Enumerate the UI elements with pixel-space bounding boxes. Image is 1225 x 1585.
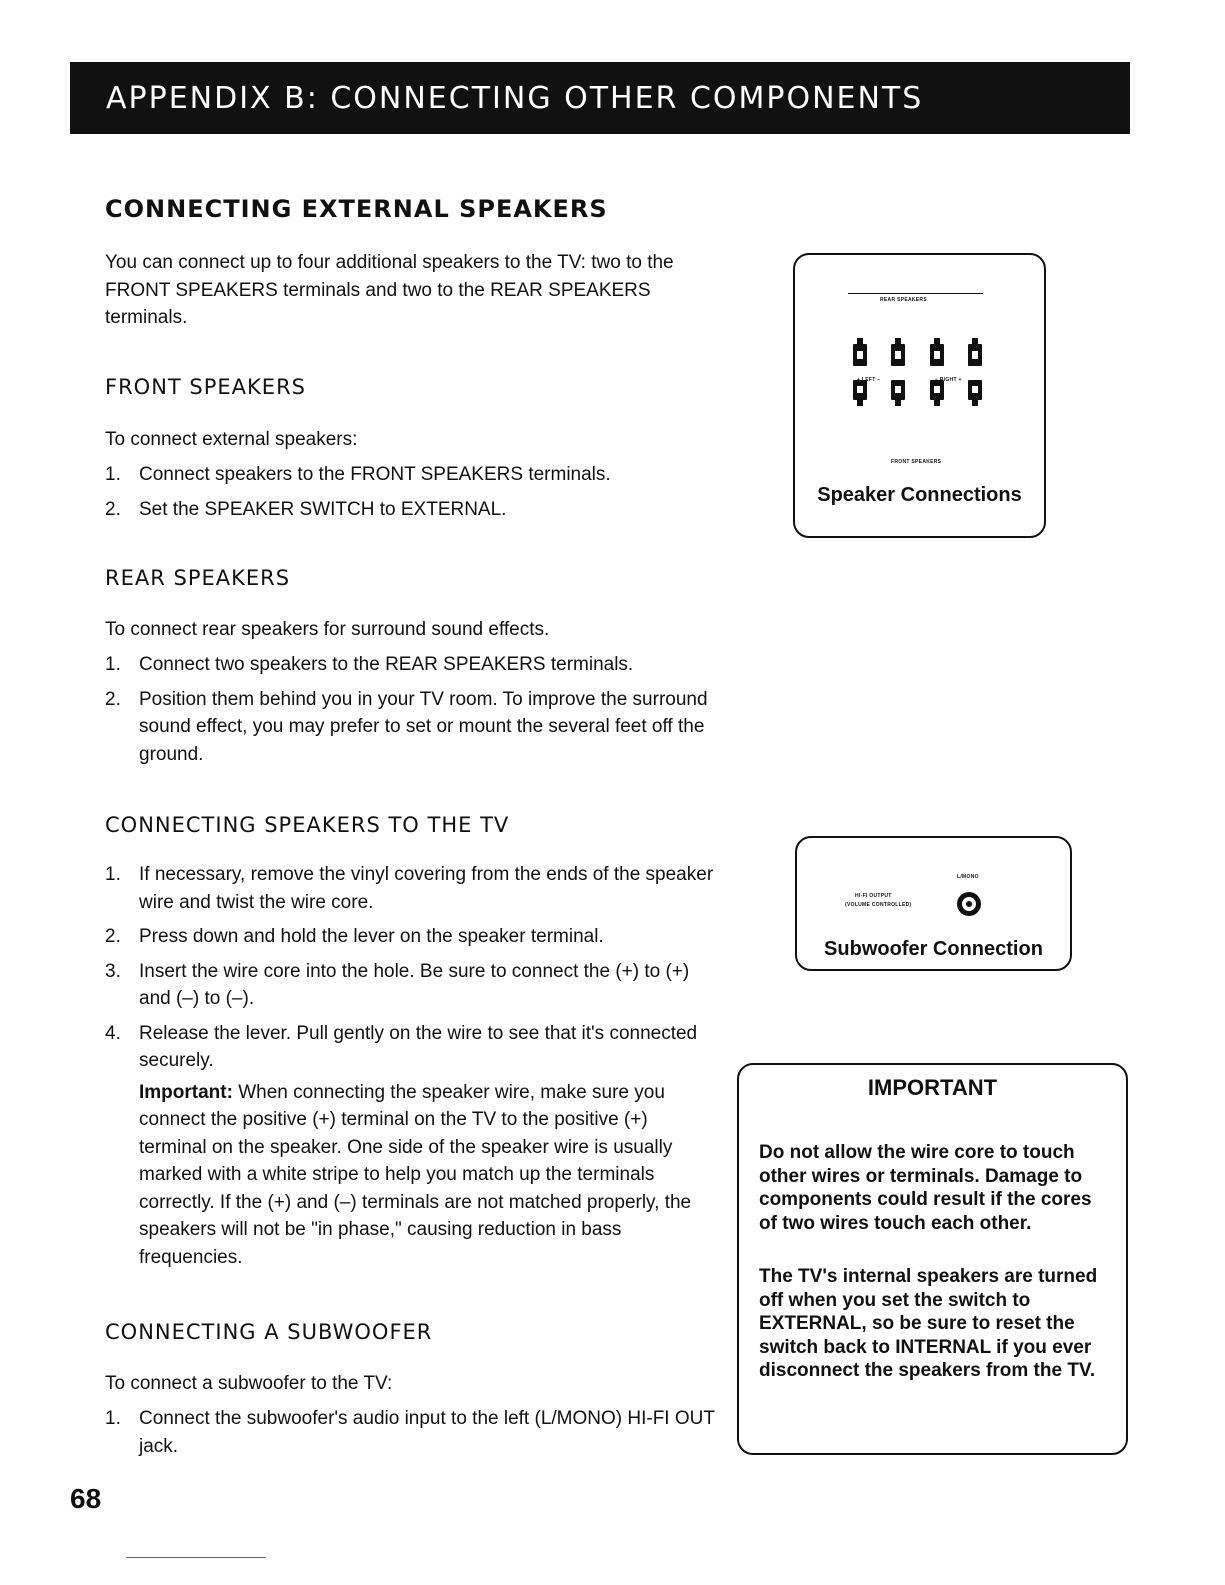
speaker-connections-figure xyxy=(793,253,1046,538)
page-number: 68 xyxy=(70,1483,102,1514)
list-item: 4. Release the lever. Pull gently on the wire to see that it's connected securely. Important: When connecting the speaker wire, make sure you connect the positive (+) terminal on the TV to the positive (+) terminal on the speaker. One side of the speaker wire is usually marked with a white stripe to help you match up the terminals correctly. If the (+) and (–) terminals are not matched properly, the speakers will not be "in phase," causing reduction in bass frequencies. xyxy=(105,1020,715,1272)
hi-fi-output-label: HI-FI OUTPUT xyxy=(855,893,892,899)
appendix-title: APPENDIX B: CONNECTING OTHER COMPONENTS xyxy=(106,80,924,116)
speaker-connections-caption: Speaker Connections xyxy=(817,484,1022,506)
audio-jack-icon xyxy=(955,890,983,918)
rear-speakers-lead: To connect rear speakers for surround sound effects. xyxy=(105,619,550,640)
important-callout xyxy=(737,1063,1128,1455)
list-item: 3. Insert the wire core into the hole. Be sure to connect the (+) to (+) and (–) to (–). xyxy=(105,960,690,1009)
connecting-speakers-heading: CONNECTING SPEAKERS TO THE TV xyxy=(105,813,510,837)
rear-speakers-heading: REAR SPEAKERS xyxy=(105,566,291,590)
subwoofer-steps xyxy=(105,1405,715,1467)
front-speakers-heading: FRONT SPEAKERS xyxy=(105,375,307,399)
important-note-label: Important: xyxy=(139,1081,233,1103)
section-title: CONNECTING EXTERNAL SPEAKERS xyxy=(105,195,608,223)
important-note-text: When connecting the speaker wire, make sure you connect the positive (+) terminal on the TV to the positive (+) terminal on the speaker. One side of the speaker wire is usually marked with a white stripe to help you match up the terminals correctly. If the (+) and (–) terminals are not matched properly, the speakers will not be "in phase," causing reduction in bass frequencies. xyxy=(139,1081,692,1268)
list-item: 1. Connect speakers to the FRONT SPEAKERS terminals. xyxy=(105,464,611,485)
important-paragraph-1: Do not allow the wire core to touch other wires or terminals. Damage to components could result if the cores of two wires touch each other. xyxy=(759,1142,1092,1234)
appendix-banner xyxy=(70,62,1130,134)
list-item: 2. Set the SPEAKER SWITCH to EXTERNAL. xyxy=(105,498,507,520)
list-item: 2. Press down and hold the lever on the speaker terminal. xyxy=(105,926,604,947)
bottom-rule xyxy=(126,1557,266,1558)
subwoofer-heading: CONNECTING A SUBWOOFER xyxy=(105,1320,433,1344)
speaker-terminals-diagram xyxy=(851,338,986,408)
subwoofer-lead: To connect a subwoofer to the TV: xyxy=(105,1373,393,1394)
subwoofer-connection-figure xyxy=(795,836,1072,971)
list-item: 2. Position them behind you in your TV room. To improve the surround sound effect, you may prefer to set or mount the several feet off the ground. xyxy=(105,688,708,765)
section-intro: You can connect up to four additional speakers to the TV: two to the FRONT SPEAKERS terminals and two to the REAR SPEAKERS terminals. xyxy=(105,252,674,328)
front-speakers-lead: To connect external speakers: xyxy=(105,429,358,450)
subwoofer-connection-caption: Subwoofer Connection xyxy=(824,938,1043,960)
front-speakers-label: FRONT SPEAKERS xyxy=(891,459,942,465)
list-item: 1. Connect two speakers to the REAR SPEAKERS terminals. xyxy=(105,654,634,675)
important-title: IMPORTANT xyxy=(867,1075,998,1100)
l-mono-label: L/MONO xyxy=(957,874,979,880)
right-terminals-label: – RIGHT + xyxy=(935,377,962,383)
list-item: 1. Connect the subwoofer's audio input to the left (L/MONO) HI-FI OUT jack. xyxy=(105,1408,715,1457)
list-item: 1. If necessary, remove the vinyl covering from the ends of the speaker wire and twist the wire core. xyxy=(105,864,714,913)
important-note xyxy=(139,1079,715,1272)
volume-controlled-label: (VOLUME CONTROLLED) xyxy=(845,902,912,908)
important-paragraph-2: The TV's internal speakers are turned off when you set the switch to EXTERNAL, so be sure to reset the switch back to INTERNAL if you ever disconnect the speakers from the TV. xyxy=(759,1266,1098,1381)
rear-speakers-steps xyxy=(105,651,715,775)
left-terminals-label: + LEFT – xyxy=(857,377,881,383)
rear-speakers-label: REAR SPEAKERS xyxy=(880,297,927,303)
rear-speakers-rule xyxy=(848,293,983,294)
front-speakers-steps xyxy=(105,461,715,530)
connecting-speakers-steps xyxy=(105,861,715,1278)
